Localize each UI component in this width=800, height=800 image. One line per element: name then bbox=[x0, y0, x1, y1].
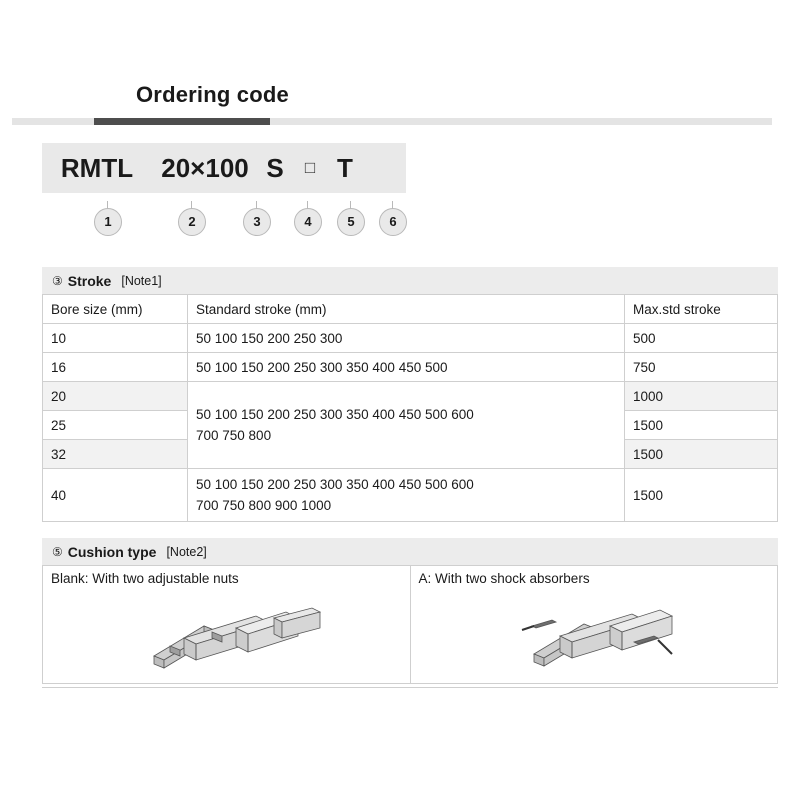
merged-strokes-line-1: 50 100 150 200 250 300 350 400 450 500 600 bbox=[196, 407, 474, 422]
code-segment-3: S bbox=[266, 153, 284, 183]
callout-6-label: 6 bbox=[389, 214, 397, 229]
cell-bore-40: 40 bbox=[43, 469, 188, 522]
callout-2-label: 2 bbox=[188, 214, 196, 229]
cushion-section-header bbox=[42, 538, 778, 565]
callout-4 bbox=[294, 208, 322, 236]
callout-5 bbox=[337, 208, 365, 236]
cylinder-nuts-diagram-icon bbox=[43, 591, 411, 684]
cell-strokes-merged-20-32 bbox=[188, 382, 625, 469]
cell-max-32: 1500 bbox=[625, 440, 778, 469]
cushion-section-title: Cushion type bbox=[67, 543, 157, 560]
header-standard-stroke: Standard stroke (mm) bbox=[188, 295, 625, 324]
callout-5-label: 5 bbox=[347, 214, 355, 229]
cushion-option-blank-label: Blank: With two adjustable nuts bbox=[43, 566, 411, 592]
cylinder-nuts-svg bbox=[106, 598, 346, 676]
cell-bore-25: 25 bbox=[43, 411, 188, 440]
cell-bore-20: 20 bbox=[43, 382, 188, 411]
code-segment-4: □ bbox=[304, 158, 316, 177]
bottom-divider bbox=[42, 687, 778, 688]
table-row bbox=[43, 469, 778, 522]
cell-strokes-16: 50 100 150 200 250 300 350 400 450 500 bbox=[188, 353, 625, 382]
cell-strokes-40 bbox=[188, 469, 625, 522]
cell-bore-32: 32 bbox=[43, 440, 188, 469]
page-title: Ordering code bbox=[136, 82, 289, 107]
header-bore-size: Bore size (mm) bbox=[43, 295, 188, 324]
callout-tick bbox=[256, 201, 257, 209]
code-segment-5: T bbox=[337, 153, 353, 183]
code-segment-2: 20×100 bbox=[161, 153, 249, 183]
cushion-option-a-label: A: With two shock absorbers bbox=[410, 566, 778, 592]
callout-6 bbox=[379, 208, 407, 236]
table-row bbox=[43, 382, 778, 411]
cell-max-20: 1000 bbox=[625, 382, 778, 411]
ordering-code-callouts bbox=[42, 200, 442, 240]
callout-1 bbox=[94, 208, 122, 236]
strokes-40-line-1: 50 100 150 200 250 300 350 400 450 500 600 bbox=[196, 477, 474, 492]
header-max-std-stroke: Max.std stroke bbox=[625, 295, 778, 324]
strokes-40-line-2: 700 750 800 900 1000 bbox=[196, 498, 332, 513]
header-divider-accent bbox=[94, 118, 270, 125]
callout-tick bbox=[392, 201, 393, 209]
table-header-row bbox=[43, 295, 778, 324]
stroke-section-note: [Note1] bbox=[121, 273, 162, 288]
page-header bbox=[0, 82, 800, 125]
cell-bore-16: 16 bbox=[43, 353, 188, 382]
callout-tick bbox=[307, 201, 308, 209]
cell-max-40: 1500 bbox=[625, 469, 778, 522]
cushion-section-number: ⑤ bbox=[52, 544, 63, 559]
cell-bore-10: 10 bbox=[43, 324, 188, 353]
callout-4-label: 4 bbox=[304, 214, 312, 229]
cell-max-10: 500 bbox=[625, 324, 778, 353]
callout-tick bbox=[350, 201, 351, 209]
header-divider bbox=[12, 118, 772, 125]
code-segment-1: RMTL bbox=[60, 153, 134, 183]
ordering-code-bar bbox=[42, 143, 406, 193]
cell-max-25: 1500 bbox=[625, 411, 778, 440]
cell-max-16: 750 bbox=[625, 353, 778, 382]
table-row bbox=[43, 353, 778, 382]
cylinder-absorbers-diagram-icon bbox=[410, 591, 778, 684]
cylinder-absorbers-svg bbox=[474, 598, 714, 676]
table-row bbox=[43, 324, 778, 353]
stroke-section-number: ③ bbox=[52, 273, 63, 288]
cell-strokes-10: 50 100 150 200 250 300 bbox=[188, 324, 625, 353]
cushion-label-row bbox=[43, 566, 778, 592]
callout-1-label: 1 bbox=[104, 214, 112, 229]
callout-tick bbox=[107, 201, 108, 209]
callout-2 bbox=[178, 208, 206, 236]
cushion-section-note: [Note2] bbox=[166, 544, 207, 559]
callout-tick bbox=[191, 201, 192, 209]
cushion-image-row bbox=[43, 591, 778, 684]
stroke-table bbox=[42, 294, 778, 522]
stroke-section-header bbox=[42, 267, 778, 294]
callout-3-label: 3 bbox=[253, 214, 261, 229]
callout-3 bbox=[243, 208, 271, 236]
merged-strokes-line-2: 700 750 800 bbox=[196, 428, 272, 443]
stroke-section-title: Stroke bbox=[67, 272, 112, 289]
cushion-table bbox=[42, 565, 778, 684]
